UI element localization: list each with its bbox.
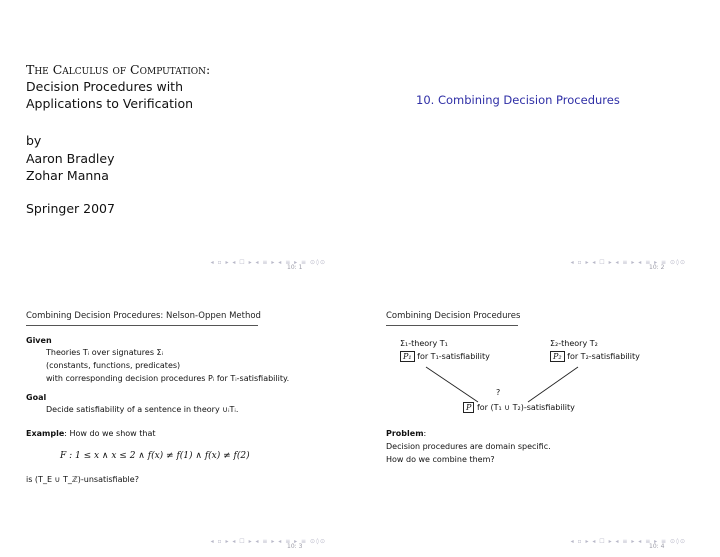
arrow-line-right (528, 367, 578, 402)
combined-procedure-box: P (463, 402, 474, 413)
problem-colon: : (423, 429, 427, 438)
example-label: Example (26, 429, 65, 438)
example-text: : How do we show that (64, 429, 156, 438)
problem-label: Problem (386, 429, 424, 438)
section-heading: 10. Combining Decision Procedures (416, 93, 620, 107)
given-label: Given (26, 336, 52, 345)
book-title-line2: Decision Procedures with (26, 79, 184, 94)
question-mark: ? (496, 388, 501, 397)
formula-F: F : 1 ≤ x ∧ x ≤ 2 ∧ f(x) ≠ f(1) ∧ f(x) ≠ f(2) (60, 451, 250, 461)
beamer-navigation[interactable]: ◂ ▫ ▸ ◂ ☐ ▸ ◂ ≡ ▸ ◂ ≡ ▸ ≡ ⊙◊⊙ (210, 538, 326, 545)
goal-line-1: Decide satisfiability of a sentence in theory ∪ᵢTᵢ. (46, 405, 239, 414)
conclusion-line: is (T_E ∪ T_ℤ)-unsatisfiable? (26, 475, 139, 484)
author-1: Aaron Bradley (26, 151, 115, 166)
given-line-1: Theories Tᵢ over signatures Σᵢ (46, 348, 164, 357)
slide-1 (0, 0, 360, 278)
beamer-navigation[interactable]: ◂ ▫ ▸ ◂ ☐ ▸ ◂ ≡ ▸ ◂ ≡ ▸ ≡ ⊙◊⊙ (570, 259, 686, 266)
page-number: 10: 1 (287, 264, 303, 271)
frame-title: Combining Decision Procedures: Nelson-Oppen Method (26, 311, 261, 321)
problem-line-2: How do we combine them? (386, 455, 495, 464)
page-number: 10: 2 (649, 264, 665, 271)
theory-1-label: Σ₁-theory T₁ (400, 339, 448, 348)
example-line (26, 429, 156, 438)
book-title-line3: Applications to Verification (26, 96, 194, 111)
book-title-line1: The Calculus of Computation: (26, 62, 211, 77)
procedure-1-box: P₁ (400, 351, 415, 362)
goal-label: Goal (26, 393, 47, 402)
procedure-2-box: P₂ (550, 351, 565, 362)
frame-title-rule (26, 325, 258, 326)
beamer-navigation[interactable]: ◂ ▫ ▸ ◂ ☐ ▸ ◂ ≡ ▸ ◂ ≡ ▸ ≡ ⊙◊⊙ (570, 538, 686, 545)
combination-arrows (360, 279, 720, 557)
theory-2-label: Σ₂-theory T₂ (550, 339, 598, 348)
arrow-line-left (426, 367, 478, 402)
slide-2 (360, 0, 720, 278)
page-number: 10: 4 (649, 543, 665, 550)
beamer-navigation[interactable]: ◂ ▫ ▸ ◂ ☐ ▸ ◂ ≡ ▸ ◂ ≡ ▸ ≡ ⊙◊⊙ (210, 259, 326, 266)
page-number: 10: 3 (287, 543, 303, 550)
problem-line-1: Decision procedures are domain specific. (386, 442, 551, 451)
slide-3 (0, 279, 360, 557)
author-2: Zohar Manna (26, 168, 109, 183)
combined-procedure (463, 403, 575, 412)
by-label: by (26, 133, 42, 148)
procedure-1-text: for T₁-satisfiability (417, 352, 490, 361)
given-line-3: with corresponding decision procedures Pᵢ for Tᵢ-satisfiability. (46, 374, 290, 383)
frame-title: Combining Decision Procedures (386, 311, 521, 321)
problem-label-line (386, 429, 426, 438)
procedure-2-text: for T₂-satisfiability (567, 352, 640, 361)
slide-4 (360, 279, 720, 557)
combined-procedure-text: for (T₁ ∪ T₂)-satisfiability (476, 403, 575, 412)
given-line-2: (constants, functions, predicates) (46, 361, 181, 370)
publisher: Springer 2007 (26, 201, 115, 216)
